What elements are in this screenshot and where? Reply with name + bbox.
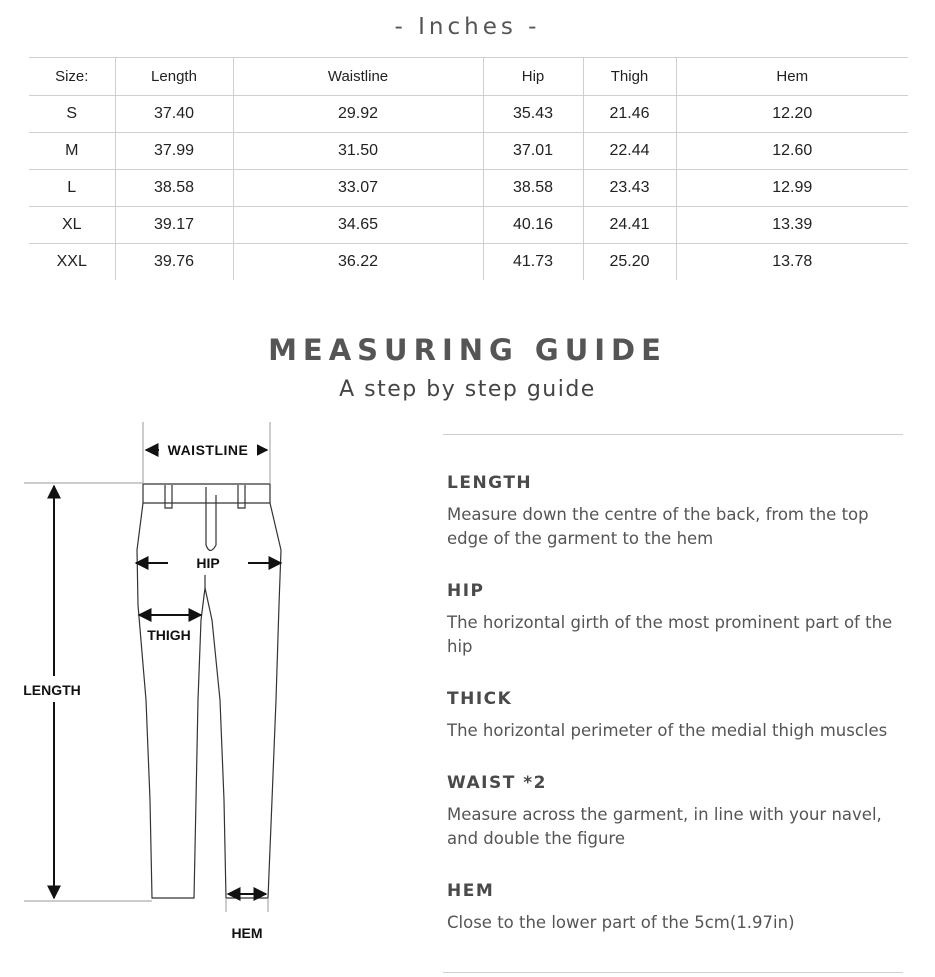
guide-title: MEASURING GUIDE [268, 333, 667, 367]
cell-waistline: 36.22 [233, 244, 483, 281]
cell-hip: 35.43 [483, 96, 583, 133]
divider-top [443, 434, 903, 435]
cell-size: XL [29, 207, 115, 244]
cell-hip: 40.16 [483, 207, 583, 244]
cell-hip: 38.58 [483, 170, 583, 207]
instruction-text-hip: The horizontal girth of the most prominent part of the hip [447, 613, 893, 656]
instruction-text-waist: Measure across the garment, in line with your navel, and double the figure [447, 805, 882, 848]
label-hip: HIP [196, 555, 220, 571]
cell-hem: 12.60 [676, 133, 908, 170]
cell-size: XXL [29, 244, 115, 281]
instruction-term-waist: WAIST *2 [447, 773, 547, 793]
cell-hem: 13.39 [676, 207, 908, 244]
cell-waistline: 33.07 [233, 170, 483, 207]
cell-length: 38.58 [115, 170, 233, 207]
cell-length: 39.17 [115, 207, 233, 244]
pants-outline [137, 484, 281, 898]
instruction-term-thick: THICK [447, 689, 513, 709]
cell-hem: 12.99 [676, 170, 908, 207]
cell-length: 39.76 [115, 244, 233, 281]
units-title: - Inches - [394, 14, 541, 40]
header-size: Size: [29, 58, 115, 96]
cell-length: 37.40 [115, 96, 233, 133]
cell-size: L [29, 170, 115, 207]
label-waistline: WAISTLINE [167, 442, 249, 458]
cell-hip: 41.73 [483, 244, 583, 281]
header-hip: Hip [483, 58, 583, 96]
label-hem: HEM [231, 925, 263, 941]
cell-hip: 37.01 [483, 133, 583, 170]
instruction-text-length: Measure down the centre of the back, from the top edge of the garment to the hem [447, 505, 869, 548]
cell-thigh: 25.20 [583, 244, 676, 281]
cell-thigh: 24.41 [583, 207, 676, 244]
instruction-term-hip: HIP [447, 581, 485, 601]
guide-subtitle: A step by step guide [339, 377, 596, 402]
cell-size: M [29, 133, 115, 170]
header-length: Length [115, 58, 233, 96]
cell-waistline: 34.65 [233, 207, 483, 244]
header-thigh: Thigh [583, 58, 676, 96]
cell-length: 37.99 [115, 133, 233, 170]
cell-waistline: 29.92 [233, 96, 483, 133]
header-waistline: Waistline [233, 58, 483, 96]
header-hem: Hem [676, 58, 908, 96]
divider-bottom [443, 972, 903, 973]
cell-size: S [29, 96, 115, 133]
instruction-text-hem: Close to the lower part of the 5cm(1.97in) [447, 913, 795, 932]
cell-thigh: 21.46 [583, 96, 676, 133]
label-length: LENGTH [23, 682, 81, 698]
cell-hem: 13.78 [772, 253, 813, 270]
label-thigh: THIGH [147, 627, 191, 643]
cell-hem: 12.20 [676, 96, 908, 133]
instruction-term-length: LENGTH [447, 473, 533, 493]
cell-thigh: 22.44 [583, 133, 676, 170]
instruction-text-thick: The horizontal perimeter of the medial thigh muscles [447, 721, 888, 740]
cell-thigh: 23.43 [583, 170, 676, 207]
cell-waistline: 31.50 [233, 133, 483, 170]
instruction-term-hem: HEM [447, 881, 495, 901]
